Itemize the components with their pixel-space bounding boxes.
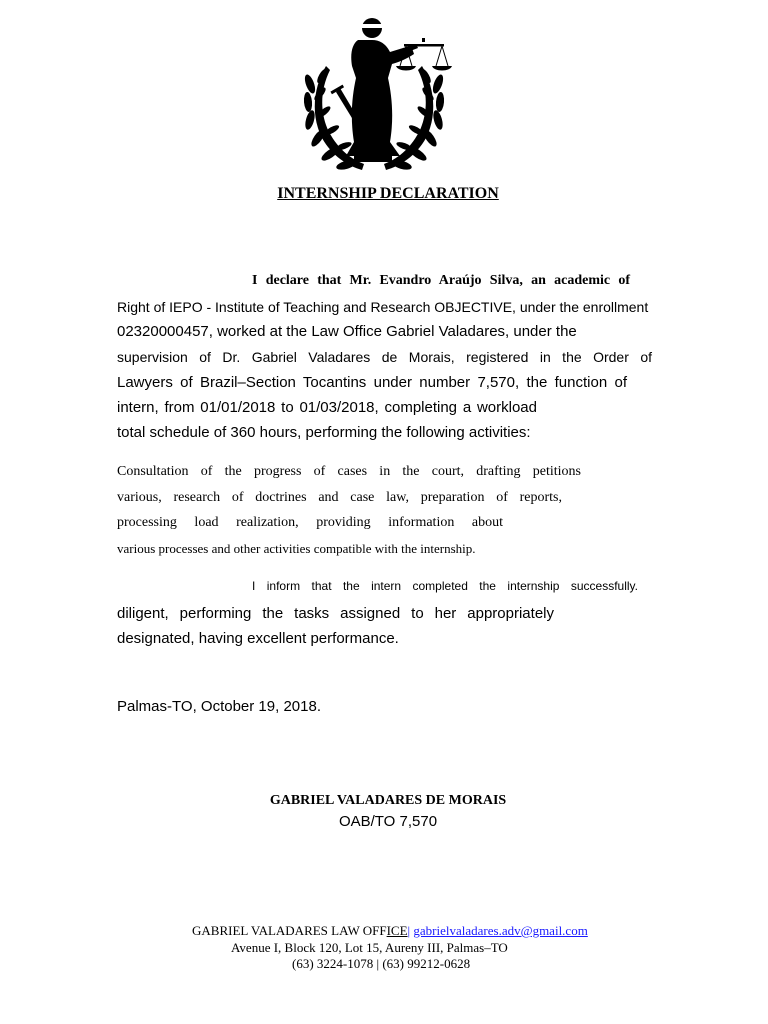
paragraph1-line: Right of IEPO - Institute of Teaching and Research OBJECTIVE, under the enrollment [117,299,649,315]
footer-office-line [192,923,588,939]
signature-registration: OAB/TO 7,570 [338,813,438,830]
paragraph3-line: diligent, performing the tasks assigned to her appropriately [117,605,554,622]
footer-address: Avenue I, Block 120, Lot 15, Aureny III, Palmas–TO [231,940,508,955]
footer-office-name-underlined: ICE [386,923,408,938]
signature-name: GABRIEL VALADARES DE MORAIS [269,793,507,808]
paragraph3-line: I inform that the intern completed the internship successfully. [252,579,638,593]
place-date: Palmas-TO, October 19, 2018. [117,698,321,715]
paragraph1-line: 02320000457, worked at the Law Office Gabriel Valadares, under the [117,323,577,340]
footer-phones: (63) 3224-1078 | (63) 99212-0628 [292,956,471,971]
paragraph2-line: various, research of doctrines and case law, preparation of reports, [117,490,562,505]
paragraph3-line: designated, having excellent performance. [117,630,399,647]
paragraph1-line: intern, from 01/01/2018 to 01/03/2018, completing a workload [117,399,537,416]
paragraph2-line: processing load realization, providing information about [117,515,503,530]
document-title: INTERNSHIP DECLARATION [277,185,499,202]
paragraph2-line: various processes and other activities compatible with the internship. [117,541,476,556]
paragraph2-line: Consultation of the progress of cases in the court, drafting petitions [117,464,581,479]
paragraph1-line: Lawyers of Brazil–Section Tocantins under number 7,570, the function of [117,374,627,391]
paragraph1-line: I declare that Mr. Evandro Araújo Silva, an academic of [252,273,630,288]
footer-office-name: GABRIEL VALADARES LAW OFF [192,923,387,938]
paragraph1-line: supervision of Dr. Gabriel Valadares de Morais, registered in the Order of [117,349,652,365]
footer-separator: | [407,923,411,938]
lady-justice-emblem-icon [296,14,452,178]
paragraph1-line: total schedule of 360 hours, performing the following activities: [117,424,531,441]
footer-email-link[interactable]: gabrielvaladares.adv@gmail.com [413,923,588,938]
